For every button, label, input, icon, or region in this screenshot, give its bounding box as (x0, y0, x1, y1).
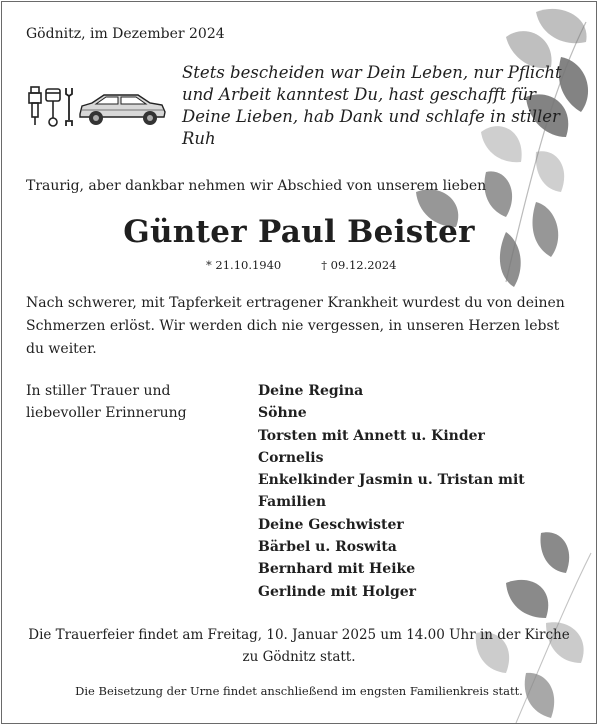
motto-line: Stets bescheiden war Dein Leben, nur Pflicht (182, 63, 562, 82)
motto-line: und Arbeit kanntest Du, hast geschafft für (182, 85, 537, 104)
leaves-decoration-top (386, 2, 596, 302)
grief-line: In stiller Trauer und (26, 383, 171, 399)
wrench-icon (66, 88, 72, 126)
mourner-entry: Familien (258, 494, 327, 511)
obituary-card (1, 1, 597, 724)
mourner-entry: Cornelis (258, 449, 324, 466)
farewell-message: Nach schwerer, mit Tapferkeit ertragener Krankheit wurdest du von deinen Schmerzen erlöst. Wir werden dich nie vergessen, in unseren Herzen lebst du weiter. (26, 295, 565, 357)
mourners-list (258, 380, 558, 603)
motto-icons (26, 84, 176, 130)
mourner-entry: Deine Regina (258, 383, 364, 399)
mourner-entry: Enkelkinder Jasmin u. Tristan mit (258, 472, 525, 489)
funeral-line: Die Trauerfeier findet am Freitag, 10. Januar 2025 um 14.00 Uhr in der Kirche (28, 627, 570, 643)
mourner-entry: Bärbel u. Roswita (258, 539, 397, 556)
motto-verse (182, 62, 577, 150)
place-date: Gödnitz, im Dezember 2024 (26, 26, 225, 42)
birth-date: * 21.10.1940 (206, 258, 282, 272)
car-icon (80, 95, 165, 125)
mourner-entry: Söhne (258, 405, 307, 422)
mourner-entry: Gerlinde mit Holger (258, 583, 417, 600)
mourner-entry: Torsten mit Annett u. Kinder (258, 427, 485, 444)
mourner-entry: Deine Geschwister (258, 516, 404, 533)
funeral-notice (2, 624, 596, 668)
death-date: † 09.12.2024 (321, 258, 397, 272)
funeral-line: zu Gödnitz statt. (242, 649, 356, 665)
piston-icon (46, 89, 60, 126)
spark-plug-icon (29, 87, 41, 125)
motto-line: Deine Lieben, hab Dank und schlafe in stiller (182, 107, 560, 126)
mourner-entry: Bernhard mit Heike (258, 561, 416, 578)
deceased-name: Günter Paul Beister (123, 214, 475, 250)
grief-note (26, 380, 226, 424)
grief-line: liebevoller Erinnerung (26, 405, 187, 421)
urn-burial-note: Die Beisetzung der Urne findet anschließend im engsten Familienkreis statt. (75, 684, 523, 698)
intro-text: Traurig, aber dankbar nehmen wir Abschied von unserem lieben (26, 178, 487, 194)
life-dates (206, 258, 426, 272)
motto-line: Ruh (182, 129, 216, 148)
